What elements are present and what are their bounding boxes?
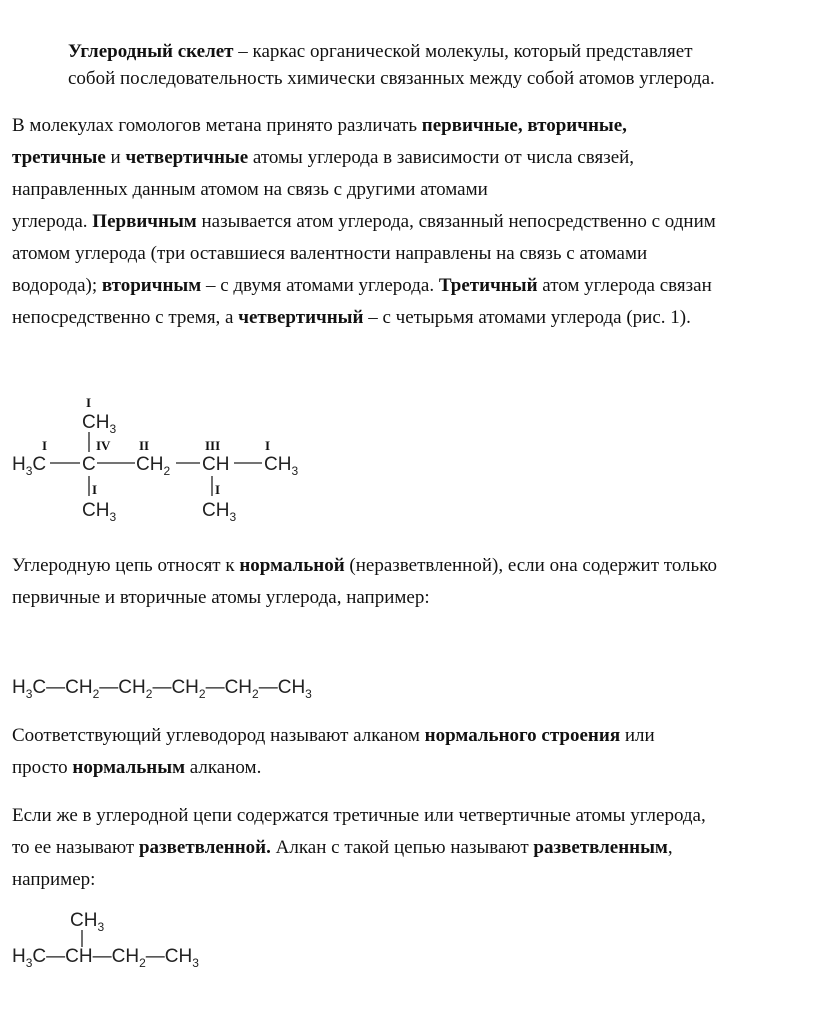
definition-text: – каркас органической молекулы, который представляет <box>233 41 693 62</box>
formula-isobutane <box>0 900 240 980</box>
text: просто <box>12 757 73 778</box>
formula-normal-pentane <box>0 665 320 705</box>
text: атомы углерода в зависимости от числа связей, <box>248 147 635 168</box>
text: углерода. <box>12 211 93 232</box>
term-branched: разветвленной. <box>138 837 271 858</box>
text: атом углерода связан <box>537 275 712 296</box>
term-primary-secondary: первичные, вторичные, <box>421 115 627 136</box>
label-secondary: II <box>139 438 150 453</box>
figure-carbon-classification <box>0 390 320 530</box>
term-tertiary-2: Третичный <box>438 275 538 296</box>
group-left-h3c: $H_3C$ <box>12 454 47 478</box>
label-bottom-right-primary: I <box>215 482 221 497</box>
paragraph-atom-types <box>12 110 802 334</box>
group-ch2: $CH_2$ <box>136 454 171 478</box>
text-line: направленных данным атомом на связь с другими атомами <box>12 179 488 200</box>
term-normal: нормальной <box>239 555 345 576</box>
group-ch: CH <box>202 454 230 475</box>
term-normal-structure: нормального строения <box>424 725 621 746</box>
term-secondary: вторичным <box>101 275 202 296</box>
text: и <box>105 147 126 168</box>
group-top-ch3: $CH_3$ <box>70 910 105 934</box>
group-bottom-right-ch3: $CH_3$ <box>202 500 237 524</box>
text: Алкан с такой цепью называют <box>270 837 534 858</box>
label-bottom-left-primary: I <box>92 482 98 497</box>
text: непосредственно с тремя, а <box>12 307 239 328</box>
term-branched-alkane: разветвленным <box>533 837 668 858</box>
atom-center-c: C <box>82 454 96 475</box>
formula-chain-text: $H_3C—CH_2—CH_2—CH_2—CH_2—CH_3$ <box>12 677 312 701</box>
term-skeleton: Углеродный скелет <box>68 41 234 62</box>
term-quaternary-2: четвертичный <box>238 307 364 328</box>
term-normal-alkane: нормальным <box>72 757 186 778</box>
text: – с четырьмя атомами углерода (рис. 1). <box>363 307 691 328</box>
text-line: атомом углерода (три оставшиеся валентности направлены на связь с атомами <box>12 243 648 264</box>
text: (неразветвленной), если она содержит только <box>344 555 717 576</box>
text: алканом. <box>185 757 262 778</box>
text: водорода); <box>12 275 102 296</box>
group-right-ch3: $CH_3$ <box>264 454 299 478</box>
label-tertiary: III <box>205 438 221 453</box>
text-line: Если же в углеродной цепи содержатся третичные или четвертичные атомы углерода, <box>12 805 706 826</box>
group-bottom-left-ch3: $CH_3$ <box>82 500 117 524</box>
term-quaternary: четвертичные <box>125 147 249 168</box>
text-line: первичные и вторичные атомы углерода, например: <box>12 587 430 608</box>
text: то ее называют <box>12 837 139 858</box>
paragraph-normal-alkane <box>12 720 802 784</box>
text: В молекулах гомологов метана принято различать <box>12 115 422 136</box>
text: Углеродную цепь относят к <box>12 555 240 576</box>
term-tertiary: третичные <box>12 147 106 168</box>
term-primary: Первичным <box>92 211 197 232</box>
label-quaternary: IV <box>96 438 111 453</box>
text: или <box>620 725 655 746</box>
formula-chain-text: $H_3C—CH—CH_2—CH_3$ <box>12 946 199 970</box>
group-top-ch3: $CH_3$ <box>82 412 117 436</box>
text: , <box>667 837 673 858</box>
label-top-primary: I <box>86 395 92 410</box>
text-line: например: <box>12 869 96 890</box>
label-left-primary: I <box>42 438 48 453</box>
paragraph-normal-chain <box>12 550 812 614</box>
label-right-primary: I <box>265 438 271 453</box>
text: – с двумя атомами углерода. <box>201 275 439 296</box>
paragraph-branched-chain <box>12 800 802 896</box>
text: Соответствующий углеводород называют алканом <box>12 725 425 746</box>
definition-paragraph <box>68 38 798 92</box>
text: называется атом углерода, связанный непосредственно с одним <box>196 211 716 232</box>
definition-text-line2: собой последовательность химически связанных между собой атомов углерода. <box>68 68 715 89</box>
